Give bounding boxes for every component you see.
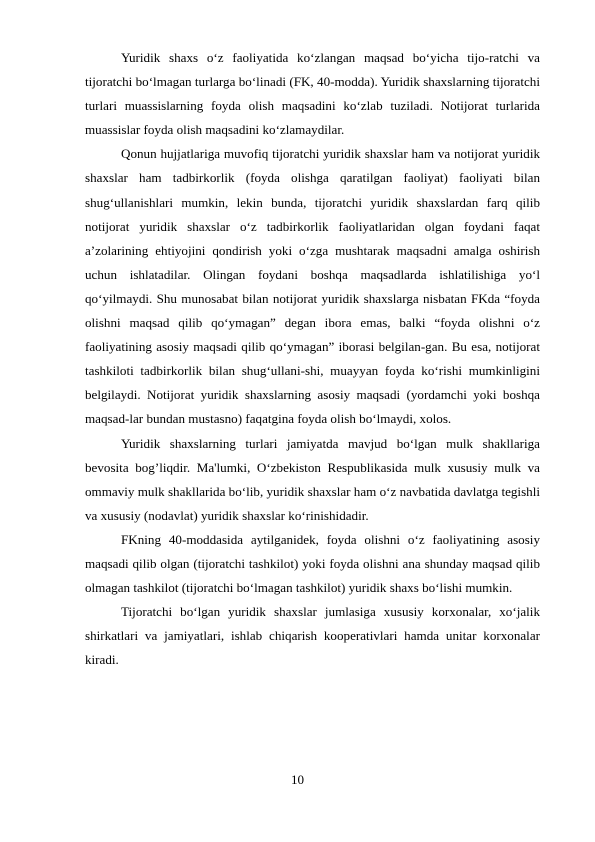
paragraph: FKning 40-moddasida aytilganidek, foyda olishni o‘z faoliyatining asosiy maqsadi qilib olgan (tijoratchi tashkilot) yoki foyda olishni ana shunday maqsad qilib olmagan tashkilot (tijoratchi bo‘lmagan tashkilot) yuridik shaxs bo‘lishi mumkin. (85, 531, 540, 596)
document-body (85, 46, 540, 672)
paragraph: Tijoratchi bo‘lgan yuridik shaxslar jumlasiga xususiy korxonalar, xo‘jalik shirkatlari va jamiyatlari, ishlab chiqarish kooperativlari hamda unitar korxonalar kiradi. (85, 604, 540, 668)
page-number: 10 (290, 772, 305, 787)
paragraph: Qonun hujjatlariga muvofiq tijoratchi yuridik shaxslar ham va notijorat yuridik shaxslar ham tadbirkorlik (foyda olishga qaratilgan faoliyat) faoliyati bilan shug‘ullanishlari mumkin, lekin bunda, tijoratchi yuridik shaxslardan farq qilib notijorat yuridik shaxslar o‘z tadbirkorlik faoliyatlaridan olgan foydani faqat a’zolarining ehtiyojini qondirish yoki o‘zga mushtarak maqsadni amalga oshirish uchun ishlatadilar. Olingan foydani boshqa maqsadlarda ishlatilishiga yo‘l qo‘yilmaydi. Shu munosabat bilan notijorat yuridik shaxslarga nisbatan FKda “foyda olishni maqsad qilib qo‘ymagan” degan ibora emas, balki “foyda olishni o‘z faoliyatining asosiy maqsadi qilib qo‘ymagan” iborasi belgilan-gan. Bu esa, notijorat tashkiloti tadbirkorlik bilan shug‘ullani-shi, muayyan foyda ko‘rishi mumkinligini belgilaydi. Notijorat yuridik shaxslarning asosiy maqsadi (yordamchi yoki boshqa maqsad-lar bundan mustasno) faqatgina foyda olish bo‘lmaydi, xolos. (85, 146, 540, 427)
paragraph: Yuridik shaxs o‘z faoliyatida ko‘zlangan maqsad bo‘yicha tijo-ratchi va tijoratchi bo‘lmagan turlarga bo‘linadi (FK, 40-modda). Yuridik shaxslarning tijoratchi turlari muassislarning foyda olish maqsadini ko‘zlab tuziladi. Notijorat turlarida muassislar foyda olish maqsadini ko‘zlamaydilar. (85, 50, 540, 138)
paragraph: Yuridik shaxslarning turlari jamiyatda mavjud bo‘lgan mulk shakllariga bevosita bog’liqdir. Ma'lumki, O‘zbekiston Respublikasida mulk xususiy mulk va ommaviy mulk shakllarida bo‘lib, yuridik shaxslar ham o‘z navbatida davlatga tegishli va xususiy (nodavlat) yuridik shaxslar ko‘rinishidadir. (85, 435, 540, 523)
